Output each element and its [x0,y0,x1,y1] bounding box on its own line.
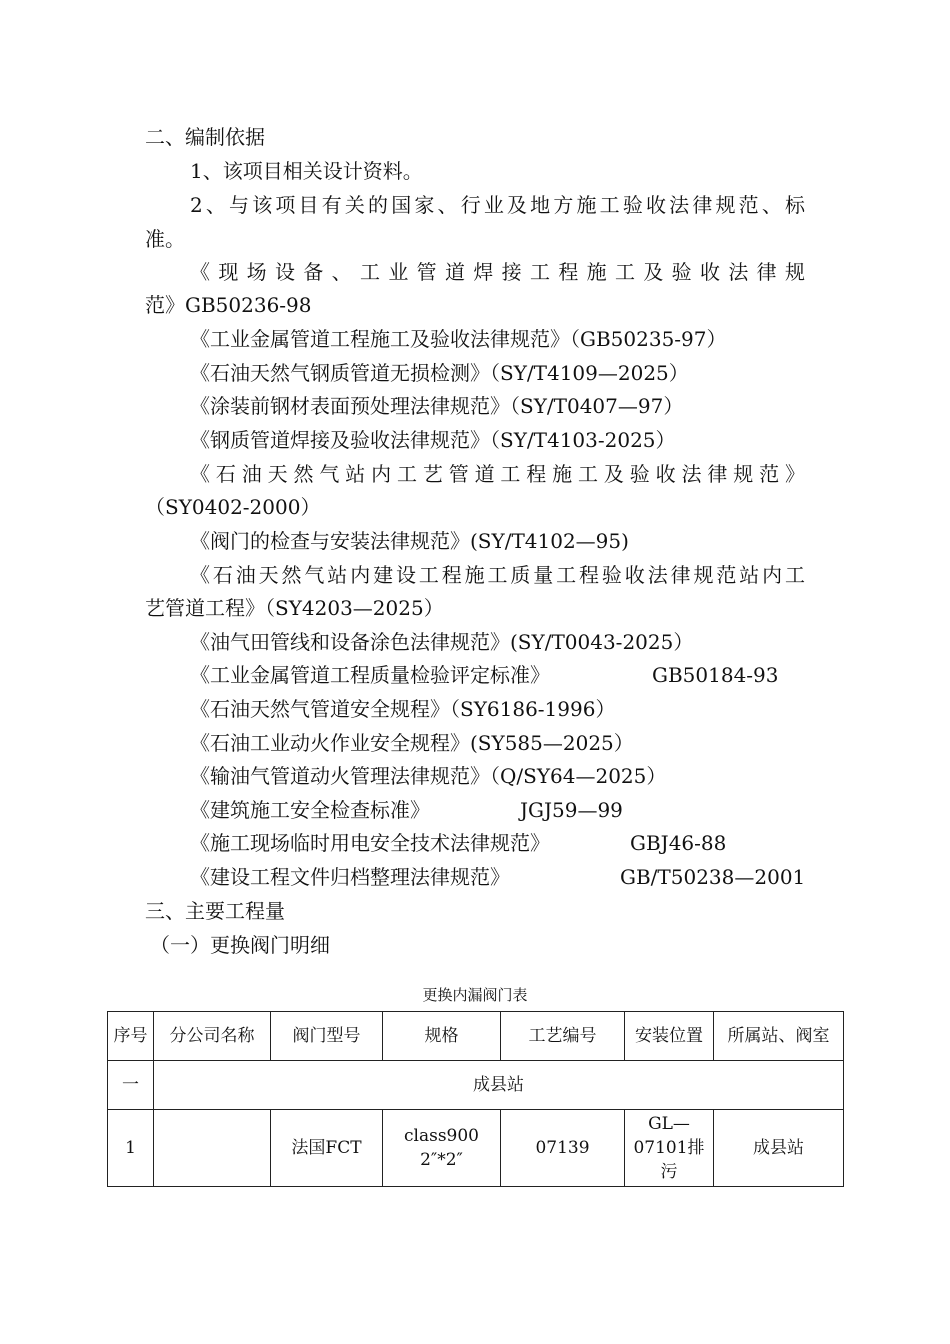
standard-line: 《现场设备、工业管道焊接工程施工及验收法律规 [190,260,805,284]
header-cell: 序号 [108,1012,154,1061]
header-cell: 所属站、阀室 [714,1012,844,1061]
standard-line: 《石油天然气管道安全规程》（SY6186-1996） [190,697,616,721]
standard-code: JGJ59—99 [520,798,623,822]
header-cell: 工艺编号 [501,1012,625,1061]
standard-line: 《油气田管线和设备涂色法律规范》(SY/T0043-2025） [190,630,694,654]
subsection-valve-details: （一）更换阀门明细 [150,933,330,957]
section-heading-basis: 二、编制依据 [145,125,265,149]
header-cell: 阀门型号 [271,1012,383,1061]
standard-line: 《石油工业动火作业安全规程》(SY585—2025） [190,731,634,755]
standard-line: 《工业金属管道工程质量检验评定标准》 [190,663,550,687]
standard-code: GBJ46-88 [630,831,727,855]
row-spec-cell: class900 2″*2″ [383,1110,501,1187]
basis-item-2-line2: 准。 [145,227,185,251]
standard-line: 《施工现场临时用电安全技术法律规范》 [190,831,550,855]
standard-line: 《输油气管道动火管理法律规范》（Q/SY64—2025） [190,764,667,788]
basis-item-2-line1: 2、与该项目有关的国家、行业及地方施工验收法律规范、标 [190,193,805,217]
table-group-row [108,1061,844,1110]
standard-line: 《建筑施工安全检查标准》 [190,798,430,822]
standard-line: 《建设工程文件归档整理法律规范》 [190,865,510,889]
standard-line: 范》GB50236-98 [145,293,312,317]
standard-line: 《阀门的检查与安装法律规范》(SY/T4102—95) [190,529,629,553]
group-index-cell: 一 [108,1061,154,1110]
header-cell: 安装位置 [625,1012,714,1061]
standard-line: 《石油天然气钢质管道无损检测》（SY/T4109—2025） [190,361,689,385]
row-model-cell: 法国FCT [271,1110,383,1187]
standard-line: 艺管道工程》（SY4203—2025） [145,596,444,620]
standard-line: （SY0402-2000） [145,495,321,519]
row-location-cell: GL—07101排污 [625,1110,714,1187]
row-process-no-cell: 07139 [501,1110,625,1187]
basis-item-1: 1、该项目相关设计资料。 [190,159,423,183]
row-index-cell: 1 [108,1110,154,1187]
standard-line: 《石油天然气站内工艺管道工程施工及验收法律规范》 [190,462,805,486]
table-row [108,1110,844,1187]
row-station-cell: 成县站 [714,1110,844,1187]
standard-line: 《石油天然气站内建设工程施工质量工程验收法律规范站内工 [190,563,805,587]
section-heading-quantities: 三、主要工程量 [145,899,285,923]
standard-line: 《涂装前钢材表面预处理法律规范》（SY/T0407—97） [190,394,684,418]
row-company-cell [154,1110,271,1187]
group-name-cell: 成县站 [154,1061,844,1110]
header-cell: 规格 [383,1012,501,1061]
standard-code: GB50184-93 [652,663,779,687]
table-caption: 更换内漏阀门表 [422,986,528,1004]
standard-line: 《钢质管道焊接及验收法律规范》（SY/T4103-2025） [190,428,676,452]
valve-table [107,1011,844,1187]
header-cell: 分公司名称 [154,1012,271,1061]
standard-line: 《工业金属管道工程施工及验收法律规范》（GB50235-97） [190,327,727,351]
table-header-row [108,1012,844,1061]
standard-code: GB/T50238—2001 [620,865,806,889]
